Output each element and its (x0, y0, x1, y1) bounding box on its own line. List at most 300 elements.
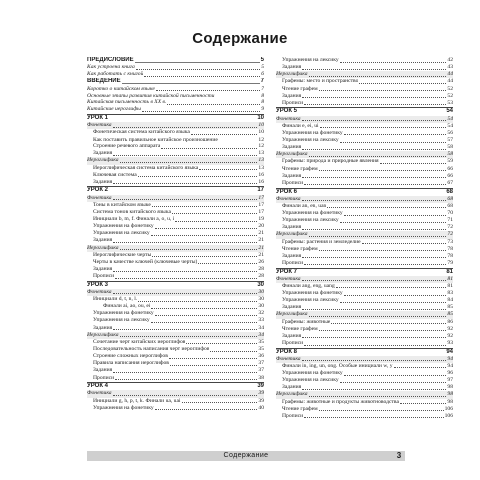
toc-lesson-heading (87, 114, 264, 122)
toc-entry (87, 375, 264, 382)
toc-entry-page: 106 (444, 405, 453, 412)
toc-entry-title: Инициали g, h, p, t, k. Финали ua, uai (93, 397, 181, 404)
toc-entry-title: Фонетика (87, 390, 112, 397)
dot-leader (304, 264, 446, 265)
toc-entry (276, 100, 453, 107)
toc-category (276, 116, 453, 123)
toc-entry-title: Графемы: растения и земледелие (282, 238, 361, 245)
toc-entry (87, 143, 264, 150)
dot-leader (151, 235, 258, 236)
dot-leader (142, 111, 260, 112)
dot-leader (302, 149, 446, 150)
toc-section-heading (87, 78, 264, 85)
toc-entry (276, 384, 453, 391)
toc-entry-title: УРОК 8 (276, 348, 297, 355)
toc-lesson-heading (87, 382, 264, 390)
toc-entry-title: Как устроена книга (87, 64, 135, 71)
toc-entry (87, 64, 264, 71)
toc-category (276, 276, 453, 283)
toc-entry-title: Фонетика (276, 115, 301, 122)
dot-leader (302, 280, 447, 281)
dot-leader (191, 134, 258, 135)
dot-leader (113, 372, 257, 373)
toc-lesson-heading (87, 186, 264, 194)
toc-entry-title: Черты в качестве ключей (ключевые черты) (93, 258, 198, 265)
toc-entry-title: Упражнения на лексику (282, 57, 339, 63)
dot-leader (136, 69, 260, 70)
toc-entry-title: УРОК 3 (87, 281, 108, 288)
toc-entry (87, 86, 264, 93)
toc-entry-title: Прописи (282, 99, 304, 106)
toc-entry-title: Инициали b, m, f. Финали a, o, u, i (93, 216, 175, 222)
toc-entry-page: 20 (258, 223, 264, 230)
toc-entry-title: УРОК 1 (87, 115, 108, 122)
dot-leader (309, 76, 447, 77)
toc-entry-page: 98 (447, 384, 453, 391)
toc-entry-page: 73 (447, 238, 453, 245)
toc-entry-page: 39 (258, 397, 264, 404)
toc-entry (87, 165, 264, 172)
toc-entry-title: Фонетика (276, 355, 301, 362)
toc-entry-page: 54 (446, 108, 453, 115)
toc-entry-page: 9 (261, 106, 264, 113)
dot-leader (319, 90, 447, 91)
toc-entry-page: 68 (446, 188, 453, 195)
dot-leader (169, 358, 258, 359)
dot-leader (120, 162, 258, 163)
toc-entry-title: Фонетика (87, 194, 112, 201)
dot-leader (210, 351, 257, 352)
toc-entry (276, 64, 453, 71)
toc-entry-title: Иероглифика (276, 151, 308, 158)
toc-entry (276, 210, 453, 217)
toc-entry (87, 93, 264, 100)
toc-entry-page: 13 (258, 157, 264, 164)
toc-entry-page: 17 (258, 194, 264, 201)
toc-entry (276, 283, 453, 290)
toc-category (87, 195, 264, 202)
toc-entry-page: 28 (258, 265, 264, 272)
toc-entry (276, 180, 453, 187)
dot-leader (302, 97, 446, 98)
dot-leader (155, 315, 258, 316)
toc-entry-title: Упражнения на фонетику (282, 290, 343, 296)
toc-entry-page: 58 (447, 144, 453, 151)
toc-entry-title: Чтение графем (282, 165, 318, 172)
dot-leader (152, 256, 257, 257)
toc-entry-page: 30 (258, 303, 264, 310)
toc-entry-page: 83 (447, 290, 453, 296)
toc-entry (87, 179, 264, 186)
toc-entry-page: 40 (258, 404, 264, 411)
toc-entry-title: Как поставить правильное китайское произношение (93, 136, 218, 143)
toc-entry-title: Китайская письменность в XX в. (87, 99, 167, 106)
dot-leader (155, 409, 258, 410)
toc-entry-page: 10 (258, 122, 264, 129)
toc-entry-title: Задания (93, 237, 113, 244)
toc-left-column (87, 57, 264, 412)
toc-entry-title: ПРЕДИСЛОВИЕ (87, 57, 134, 63)
toc-entry-title: Иероглифика (276, 391, 308, 398)
toc-entry (276, 304, 453, 311)
toc-entry-page: 10 (258, 129, 264, 136)
toc-entry-page: 72 (447, 231, 453, 238)
toc-entry (276, 297, 453, 304)
toc-entry-title: Прописи (282, 412, 304, 419)
toc-entry (276, 144, 453, 151)
toc-lesson-heading (276, 107, 453, 115)
toc-entry-title: Иероглифика (87, 244, 119, 251)
toc-entry-page: 68 (447, 202, 453, 209)
dot-leader (302, 229, 446, 230)
toc-entry (276, 57, 453, 64)
dot-leader (138, 301, 257, 302)
toc-entry-page: 16 (258, 171, 264, 178)
toc-entry (87, 237, 264, 244)
footer-label: Содержание (87, 451, 405, 461)
toc-entry-title: Финали ai, ao, ou, ei (103, 303, 151, 310)
toc-entry-page: 96 (447, 370, 453, 377)
toc-entry-page: 79 (447, 259, 453, 266)
dot-leader (304, 417, 444, 418)
toc-entry-page: 10 (257, 115, 264, 122)
toc-category (276, 71, 453, 78)
toc-entry-title: Задания (93, 367, 113, 374)
toc-entry-title: Система тонов китайского языка (93, 208, 171, 215)
toc-entry-page: 72 (447, 224, 453, 231)
toc-lesson-heading (87, 281, 264, 289)
dot-leader (115, 278, 257, 279)
toc-entry-title: Фонетика (87, 122, 112, 129)
toc-entry-page: 81 (446, 268, 453, 275)
toc-entry-page: 94 (447, 362, 453, 369)
toc-entry (87, 360, 264, 367)
toc-entry-title: Задания (282, 332, 302, 339)
toc-entry (87, 137, 264, 144)
toc-entry (276, 93, 453, 100)
toc-entry (87, 353, 264, 360)
toc-entry-page: 54 (447, 122, 453, 129)
toc-entry-page: 52 (447, 92, 453, 99)
dot-leader (167, 104, 260, 105)
toc-entry-title: Графемы: животные и продукты животноводства (282, 398, 399, 405)
toc-entry (87, 303, 264, 310)
dot-leader (120, 336, 258, 337)
dot-leader (155, 228, 258, 229)
toc-lesson-heading (276, 348, 453, 356)
dot-leader (172, 213, 257, 214)
toc-category (87, 245, 264, 252)
toc-entry-title: Как работать с книгой (87, 71, 144, 78)
toc-entry-page: 13 (258, 164, 264, 171)
dot-leader (344, 215, 447, 216)
toc-entry (87, 172, 264, 179)
toc-entry (276, 224, 453, 231)
dot-leader (113, 199, 258, 200)
toc-entry-title: Фонетика (276, 275, 301, 282)
dot-leader (359, 83, 446, 84)
dot-leader (344, 134, 447, 135)
toc-entry (87, 209, 264, 216)
toc-entry-page: 42 (447, 57, 453, 63)
dot-leader (340, 62, 447, 63)
toc-entry-page: 28 (258, 273, 264, 280)
toc-entry-page: 52 (447, 85, 453, 92)
toc-entry (87, 223, 264, 230)
toc-entry-page: 38 (258, 374, 264, 381)
toc-category (276, 311, 453, 318)
toc-entry (276, 158, 453, 165)
toc-entry-page: 67 (447, 179, 453, 186)
toc-entry (87, 273, 264, 280)
dot-leader (302, 200, 447, 201)
dot-leader (344, 295, 447, 296)
toc-entry-page: 30 (258, 296, 264, 303)
toc-entry-title: Упражнения на лексику (93, 317, 150, 324)
toc-category (276, 231, 453, 238)
toc-entry-page: 39 (257, 383, 264, 390)
toc-entry-page: 19 (258, 216, 264, 222)
toc-entry-title: Задания (282, 144, 302, 151)
dot-leader (135, 62, 260, 63)
toc-entry-page: 35 (258, 346, 264, 353)
toc-entry-title: Иероглифические черты (93, 251, 152, 258)
toc-entry (87, 150, 264, 157)
toc-entry-page: 17 (258, 201, 264, 208)
toc-entry (276, 123, 453, 130)
toc-entry-title: Прописи (282, 259, 304, 266)
toc-entry-title: Основные этапы развития китайской письменности (87, 92, 215, 99)
toc-entry-page: 37 (258, 360, 264, 367)
dot-leader (319, 410, 444, 411)
toc-entry-title: УРОК 5 (276, 108, 297, 115)
toc-entry-page: 57 (447, 137, 453, 144)
toc-entry-title: Упражнения на фонетику (93, 404, 154, 411)
toc-entry-page: 44 (447, 78, 453, 85)
toc-entry (87, 252, 264, 259)
toc-entry-title: Задания (282, 384, 302, 391)
toc-entry-title: Фонетика (276, 195, 301, 202)
toc-entry-page: 70 (447, 209, 453, 216)
toc-entry (87, 216, 264, 223)
toc-entry-page: 85 (447, 304, 453, 311)
toc-entry-title: УРОК 7 (276, 268, 297, 275)
toc-entry-page: 85 (447, 311, 453, 318)
toc-entry (276, 78, 453, 85)
toc-entry (276, 399, 453, 406)
toc-entry-title: Фонетика (87, 288, 112, 295)
toc-entry (87, 339, 264, 346)
toc-entry-title: Прописи (93, 374, 115, 381)
page-title: Содержание (192, 30, 288, 47)
toc-entry-page: 94 (446, 348, 453, 355)
toc-entry-title: Задания (93, 150, 113, 157)
toc-entry (87, 106, 264, 113)
toc-entry-page: 92 (447, 332, 453, 339)
dot-leader (144, 76, 260, 77)
dot-leader (113, 183, 257, 184)
dot-leader (394, 367, 447, 368)
toc-entry (276, 253, 453, 260)
toc-entry-page: 56 (447, 129, 453, 136)
toc-entry-title: Иероглифика (276, 231, 308, 238)
toc-entry (276, 173, 453, 180)
toc-category (276, 151, 453, 158)
dot-leader (302, 309, 446, 310)
toc-entry-page: 66 (447, 172, 453, 179)
toc-category (87, 157, 264, 164)
dot-leader (309, 156, 447, 157)
dot-leader (309, 316, 447, 317)
dot-leader (327, 207, 446, 208)
dot-leader (336, 287, 447, 288)
dot-leader (320, 127, 447, 128)
toc-entry (87, 266, 264, 273)
toc-entry-title: Чтение графем (282, 245, 318, 252)
dot-leader (304, 184, 446, 185)
toc-entry (276, 217, 453, 224)
toc-entry-page: 5 (261, 64, 264, 71)
toc-entry (87, 310, 264, 317)
dot-leader (175, 221, 257, 222)
toc-entry-page: 21 (258, 237, 264, 244)
toc-entry-page: 106 (444, 412, 453, 419)
toc-entry (87, 129, 264, 136)
toc-entry (276, 239, 453, 246)
dot-leader (151, 308, 257, 309)
toc-entry-title: Строение сложных иероглифов (93, 353, 168, 360)
dot-leader (152, 206, 258, 207)
toc-right-column (276, 57, 453, 420)
toc-entry-title: Упражнения на фонетику (282, 209, 343, 216)
toc-entry-page: 98 (447, 398, 453, 405)
dot-leader (302, 389, 446, 390)
toc-entry (276, 377, 453, 384)
toc-entry (87, 325, 264, 332)
toc-entry-page: 30 (257, 281, 264, 288)
toc-entry (276, 203, 453, 210)
toc-entry-title: Чтение графем (282, 325, 318, 332)
toc-entry-page: 12 (258, 136, 264, 143)
dot-leader (304, 104, 446, 105)
dot-leader (362, 243, 447, 244)
dot-leader (344, 375, 447, 376)
toc-entry-page: 97 (447, 377, 453, 384)
toc-entry-title: Графемы: природа и природные явления (282, 158, 379, 165)
dot-leader (113, 271, 257, 272)
toc-entry-title: Упражнения на фонетику (282, 370, 343, 377)
toc-entry-title: Иероглифика (87, 157, 119, 164)
toc-entry-title: Упражнения на фонетику (282, 129, 343, 136)
toc-entry-page: 66 (447, 165, 453, 172)
toc-entry-title: Задания (93, 324, 113, 331)
toc-entry-page: 21 (258, 230, 264, 237)
toc-entry-title: Упражнения на лексику (282, 377, 339, 384)
toc-category (87, 332, 264, 339)
toc-entry-title: Иероглифика (276, 311, 308, 318)
toc-entry-title: Иероглифика (276, 71, 308, 78)
toc-entry-title: Финали in, ing, un, ong. Особые инициали w, y (282, 362, 393, 369)
toc-entry-title: Иероглифическая система китайского языка (93, 164, 199, 171)
toc-entry-title: Упражнения на лексику (282, 217, 339, 224)
toc-category (87, 122, 264, 129)
toc-entry-page: 68 (447, 195, 453, 202)
toc-entry (276, 86, 453, 93)
page-number: 3 (396, 451, 402, 460)
toc-entry-title: Упражнения на лексику (282, 297, 339, 304)
toc-entry-page: 8 (261, 99, 264, 106)
toc-entry-title: Прописи (93, 273, 115, 280)
toc-entry-title: Упражнения на фонетику (93, 223, 154, 230)
dot-leader (122, 83, 260, 84)
toc-entry (87, 367, 264, 374)
dot-leader (182, 402, 258, 403)
toc-entry (276, 370, 453, 377)
toc-lesson-heading (276, 188, 453, 196)
toc-entry-title: Прописи (282, 339, 304, 346)
toc-entry (87, 405, 264, 412)
toc-entry-page: 7 (260, 78, 264, 85)
toc-entry-page: 34 (258, 331, 264, 338)
toc-entry-page: 6 (261, 71, 264, 78)
toc-entry (276, 340, 453, 347)
dot-leader (120, 249, 258, 250)
toc-entry (87, 317, 264, 324)
toc-entry-title: ВВЕДЕНИЕ (87, 78, 121, 85)
toc-entry (276, 363, 453, 370)
toc-entry-page: 92 (447, 325, 453, 332)
toc-entry-page: 43 (447, 64, 453, 71)
toc-category (276, 391, 453, 398)
toc-entry-title: Последовательность написания черт иероглифов (93, 346, 210, 353)
dot-leader (113, 395, 258, 396)
toc-entry (276, 319, 453, 326)
dot-leader (302, 337, 446, 338)
dot-leader (319, 170, 447, 171)
toc-entry-title: Графемы: животные (282, 318, 331, 325)
dot-leader (319, 250, 447, 251)
toc-entry-title: Упражнения на фонетику (93, 310, 154, 317)
toc-entry-page: 33 (258, 317, 264, 324)
toc-entry-title: Тоны в китайском языке (93, 201, 151, 208)
toc-entry (276, 130, 453, 137)
dot-leader (319, 330, 447, 331)
dot-leader (113, 242, 257, 243)
toc-entry-title: Фонетическая система китайского языка (93, 129, 190, 136)
toc-entry-title: Задания (282, 252, 302, 259)
toc-category (87, 390, 264, 397)
toc-entry (276, 290, 453, 297)
dot-leader (302, 120, 447, 121)
toc-entry-page: 93 (447, 339, 453, 346)
toc-entry-title: Иероглифика (87, 331, 119, 338)
dot-leader (309, 236, 447, 237)
toc-entry-page: 86 (447, 318, 453, 325)
toc-entry-page: 81 (447, 275, 453, 282)
toc-entry-title: Графемы: место и пространство (282, 78, 359, 85)
toc-entry-page: 34 (258, 324, 264, 331)
dot-leader (340, 302, 447, 303)
toc-entry-page: 59 (447, 158, 453, 165)
dot-leader (113, 127, 258, 128)
toc-entry-title: Чтение графем (282, 85, 318, 92)
toc-entry-page: 13 (258, 150, 264, 157)
toc-entry-title: УРОК 4 (87, 383, 108, 390)
toc-lesson-heading (276, 268, 453, 276)
toc-entry-title: УРОК 2 (87, 187, 108, 194)
toc-entry (87, 346, 264, 353)
dot-leader (151, 322, 258, 323)
